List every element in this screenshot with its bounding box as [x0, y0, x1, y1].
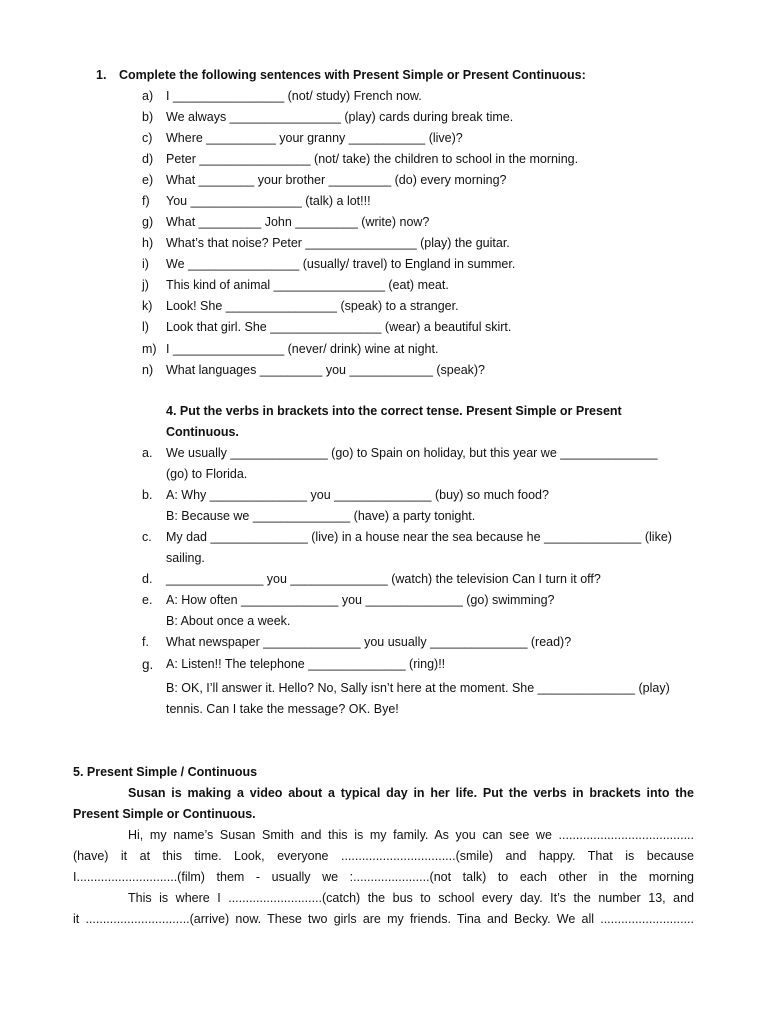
exercise-line: What newspaper ______________ you usually ______________ (read)?	[166, 635, 572, 649]
item-marker: c)	[142, 131, 153, 145]
item-marker: c.	[142, 530, 152, 544]
paragraph-line: I.............................(film) them - usually we :......................(not talk) to each other in the morning	[73, 870, 694, 884]
instruction-line: Susan is making a video about a typical day in her life. Put the verbs in brackets into the	[128, 786, 694, 800]
exercise-sentence: We ________________ (usually/ travel) to England in summer.	[166, 257, 516, 271]
item-marker: j)	[142, 278, 149, 292]
item-marker: e)	[142, 173, 154, 187]
section1-number: 1.	[96, 68, 107, 82]
paragraph-line: (have) it at this time. Look, everyone .................................(smile) and happy. That is because	[73, 849, 694, 863]
item-marker: i)	[142, 257, 149, 271]
exercise-sentence: I ________________ (not/ study) French now.	[166, 89, 422, 103]
exercise-line: A: Why ______________ you ______________ (buy) so much food?	[166, 488, 549, 502]
exercise-sentence: Look that girl. She ________________ (wear) a beautiful skirt.	[166, 320, 512, 334]
exercise-line: ______________ you ______________ (watch) the television Can I turn it off?	[166, 572, 601, 586]
paragraph-line: it ..............................(arrive) now. These two girls are my friends. Tina and Becky. We all ...........................	[73, 912, 694, 926]
section1-title: Complete the following sentences with Present Simple or Present Continuous:	[119, 68, 586, 82]
exercise-sentence: You ________________ (talk) a lot!!!	[166, 194, 371, 208]
item-marker: l)	[142, 320, 149, 334]
exercise-sentence: What’s that noise? Peter ________________ (play) the guitar.	[166, 236, 510, 250]
section5-instruction-continued: Present Simple or Continuous.	[73, 807, 256, 821]
item-marker: d)	[142, 152, 154, 166]
exercise-sentence: What languages _________ you ____________ (speak)?	[166, 363, 486, 377]
paragraph-line: This is where I ...........................(catch) the bus to school every day. It’s the number 13, and	[128, 891, 694, 905]
item-marker: h)	[142, 236, 154, 250]
item-marker: n)	[142, 363, 154, 377]
exercise-line: tennis. Can I take the message? OK. Bye!	[166, 702, 399, 716]
exercise-sentence: We always ________________ (play) cards during break time.	[166, 110, 514, 124]
exercise-line: B: OK, I’ll answer it. Hello? No, Sally isn’t here at the moment. She ______________ (play)	[166, 681, 670, 695]
item-marker: a)	[142, 89, 154, 103]
exercise-line: A: Listen!! The telephone ______________ (ring)!!	[166, 657, 446, 671]
item-marker: a.	[142, 446, 153, 460]
section5-instruction	[128, 786, 694, 800]
exercise-line: (go) to Florida.	[166, 467, 248, 481]
item-marker: b)	[142, 110, 154, 124]
exercise-line: My dad ______________ (live) in a house near the sea because he ______________ (like)	[166, 530, 672, 544]
exercise-sentence: I ________________ (never/ drink) wine at night.	[166, 342, 439, 356]
item-marker: b.	[142, 488, 153, 502]
exercise-sentence: Look! She ________________ (speak) to a stranger.	[166, 299, 459, 313]
exercise-line: B: Because we ______________ (have) a party tonight.	[166, 509, 476, 523]
paragraph-line: Hi, my name’s Susan Smith and this is my family. As you can see we .......................................	[128, 828, 694, 842]
section4-title: 4. Put the verbs in brackets into the correct tense. Present Simple or Present	[166, 404, 622, 418]
exercise-sentence: Where __________ your granny ___________ (live)?	[166, 131, 463, 145]
exercise-sentence: Peter ________________ (not/ take) the children to school in the morning.	[166, 152, 579, 166]
item-marker: f.	[142, 635, 149, 649]
item-marker: d.	[142, 572, 153, 586]
exercise-line: B: About once a week.	[166, 614, 291, 628]
exercise-line: sailing.	[166, 551, 205, 565]
exercise-sentence: What _________ John _________ (write) now?	[166, 215, 430, 229]
exercise-sentence: What ________ your brother _________ (do) every morning?	[166, 173, 507, 187]
section4-title-continued: Continuous.	[166, 425, 239, 439]
section5-title: 5. Present Simple / Continuous	[73, 765, 258, 779]
item-marker: k)	[142, 299, 153, 313]
item-marker: e.	[142, 593, 153, 607]
item-marker: g)	[142, 215, 154, 229]
exercise-line: We usually ______________ (go) to Spain on holiday, but this year we ______________	[166, 446, 658, 460]
item-marker: g.	[142, 657, 154, 672]
item-marker: f)	[142, 194, 150, 208]
exercise-sentence: This kind of animal ________________ (eat) meat.	[166, 278, 449, 292]
exercise-line: A: How often ______________ you ______________ (go) swimming?	[166, 593, 555, 607]
item-marker: m)	[142, 342, 157, 356]
